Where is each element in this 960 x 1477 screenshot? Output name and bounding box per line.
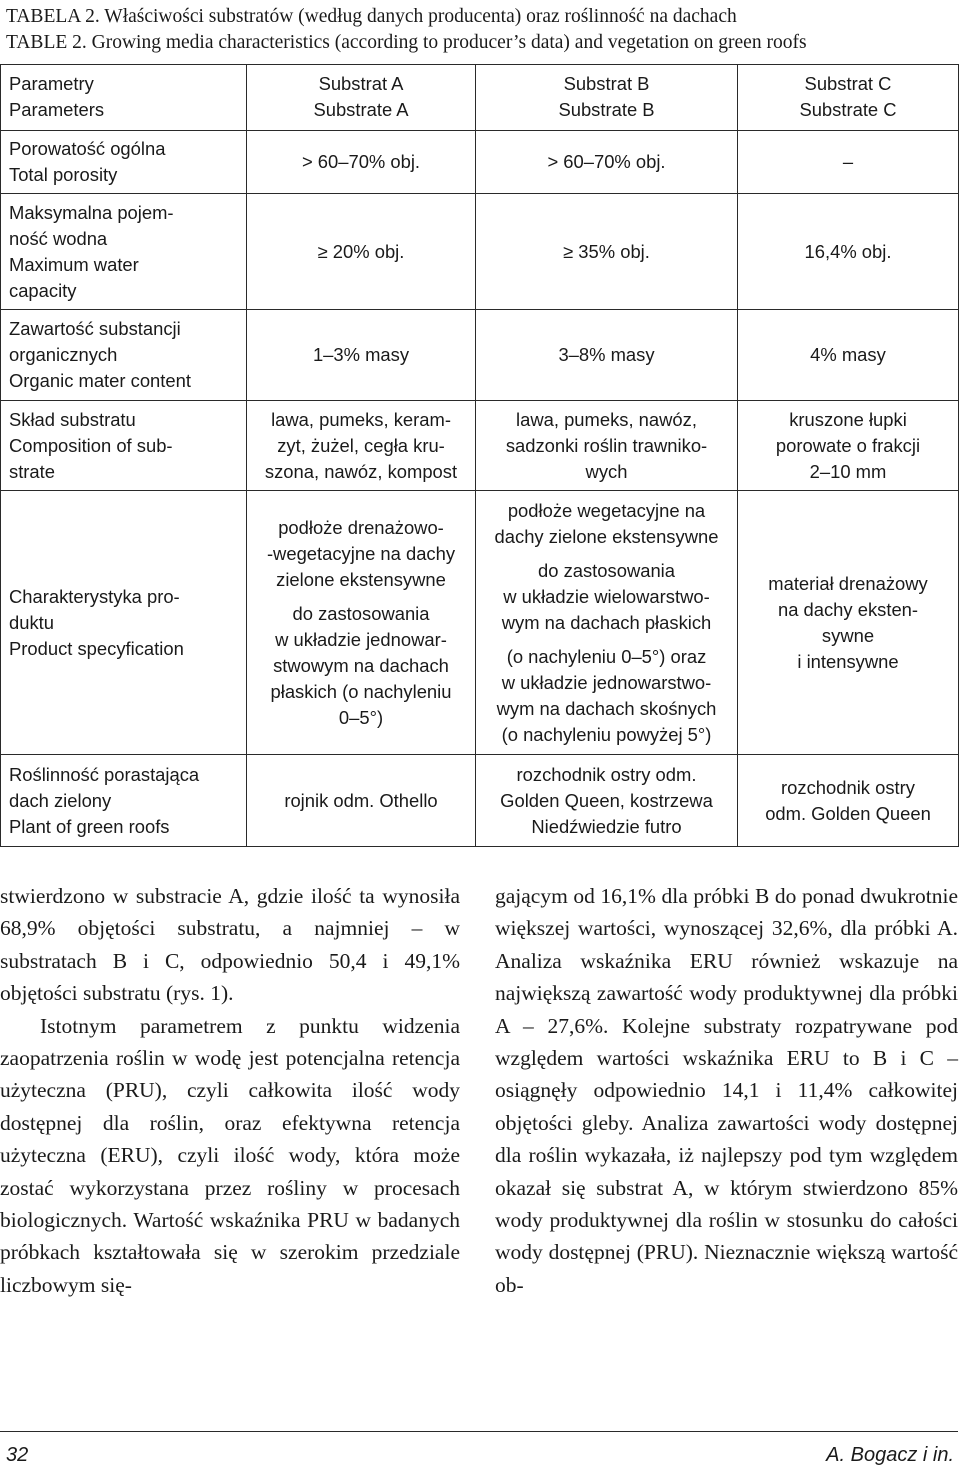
cell-a: podłoże drenażowo- -wegetacyjne na dachy zielone ekstensywne do zastosowania w układzie jednowar- stwowym na dachach płaskich (o nachyleniu 0–5°) xyxy=(247,491,476,755)
row-param: Skład substratu Composition of sub- strate xyxy=(1,401,247,491)
body-column-left xyxy=(0,880,460,1301)
paragraph: Istotnym parametrem z punktu widzenia zaopatrzenia roślin w wodę jest potencjalna retencja użyteczna (PRU), czyli całkowita ilość wody dostępnej dla roślin, oraz efektywna retencja użyteczna (ERU), czyli ilość wody, która może zostać wykorzystana przez rośliny w procesach biologicznych. Wartość wskaźnika PRU w badanych próbkach kształtowała się w szerokim przedziale liczbowym się- xyxy=(0,1013,460,1297)
cell-c: 4% masy xyxy=(738,310,959,401)
header-param: Parametry Parameters xyxy=(1,65,247,131)
row-param: Roślinność porastająca dach zielony Plant of green roofs xyxy=(1,755,247,847)
cell-c: kruszone łupki porowate o frakcji 2–10 mm xyxy=(738,401,959,491)
paragraph: gającym od 16,1% dla próbki B do ponad dwukrotnie większej wartości, wynoszącej 32,6%, dla próbki A. Analiza wskaźnika ERU również wskazuje na największą zawartość wody produktywnej dla próbki A – 27,6%. Kolejne substraty rozpatrywane pod względem wartości wskaźnika ERU to B i C – osiągnęły odpowiednio 14,1 i 11,4% całkowitej objętości gleby. Analiza zawartości wody dostępnej dla roślin wykazała, iż najlepszy pod tym względem okazał się substrat A, w którym stwierdzono 85% wody produktywnej dla roślin w stosunku do całości wody dostępnej (PRU). Nieznacznie większą wartość ob- xyxy=(495,884,958,1297)
header-substrate-a: Substrat A Substrate A xyxy=(247,65,476,131)
page-number: 32 xyxy=(6,1444,29,1466)
running-footer-author: A. Bogacz i in. xyxy=(826,1444,954,1466)
row-param: Porowatość ogólna Total porosity xyxy=(1,131,247,194)
cell-b: rozchodnik ostry odm. Golden Queen, kostrzewa Niedźwiedzie futro xyxy=(476,755,738,847)
table-caption xyxy=(6,4,956,56)
cell-b: lawa, pumeks, nawóz, sadzonki roślin trawniko- wych xyxy=(476,401,738,491)
table-row xyxy=(1,310,959,401)
table-row xyxy=(1,131,959,194)
row-param: Maksymalna pojem- ność wodna Maximum water capacity xyxy=(1,194,247,310)
cell-c: – xyxy=(738,131,959,194)
table-row xyxy=(1,194,959,310)
cell-a: rojnik odm. Othello xyxy=(247,755,476,847)
cell-b: 3–8% masy xyxy=(476,310,738,401)
table-row xyxy=(1,755,959,847)
table-row xyxy=(1,491,959,755)
cell-c: rozchodnik ostry odm. Golden Queen xyxy=(738,755,959,847)
header-row xyxy=(1,65,959,131)
caption-english: TABLE 2. Growing media characteristics (according to producer’s data) and vegetation on green roofs xyxy=(6,32,807,53)
cell-b: podłoże wegetacyjne na dachy zielone ekstensywne do zastosowania w układzie wielowarstwo- wym na dachach płaskich (o nachyleniu 0–5°) oraz w układzie jednowarstwo- wym na dachach skośnych (o nachyleniu powyżej 5°) xyxy=(476,491,738,755)
table-row xyxy=(1,401,959,491)
cell-a: > 60–70% obj. xyxy=(247,131,476,194)
footer-rule xyxy=(0,1431,958,1432)
substrate-table xyxy=(0,64,959,847)
cell-a: ≥ 20% obj. xyxy=(247,194,476,310)
paragraph: stwierdzono w substracie A, gdzie ilość ta wynosiła 68,9% objętości substratu, a najmniej – w substratach B i C, odpowiednio 50,4 i 49,1% objętości substratu (rys. 1). xyxy=(0,884,460,1006)
header-substrate-c: Substrat C Substrate C xyxy=(738,65,959,131)
cell-b: > 60–70% obj. xyxy=(476,131,738,194)
caption-polish: TABELA 2. Właściwości substratów (według danych producenta) oraz roślinność na dachach xyxy=(6,6,737,27)
header-substrate-b: Substrat B Substrate B xyxy=(476,65,738,131)
cell-b: ≥ 35% obj. xyxy=(476,194,738,310)
row-param: Zawartość substancji organicznych Organic mater content xyxy=(1,310,247,401)
row-param: Charakterystyka pro- duktu Product specyfication xyxy=(1,491,247,755)
cell-a: lawa, pumeks, keram- zyt, żużel, cegła kru- szona, nawóz, kompost xyxy=(247,401,476,491)
cell-a: 1–3% masy xyxy=(247,310,476,401)
cell-c: 16,4% obj. xyxy=(738,194,959,310)
cell-c: materiał drenażowy na dachy eksten- sywne i intensywne xyxy=(738,491,959,755)
body-column-right xyxy=(495,880,958,1301)
